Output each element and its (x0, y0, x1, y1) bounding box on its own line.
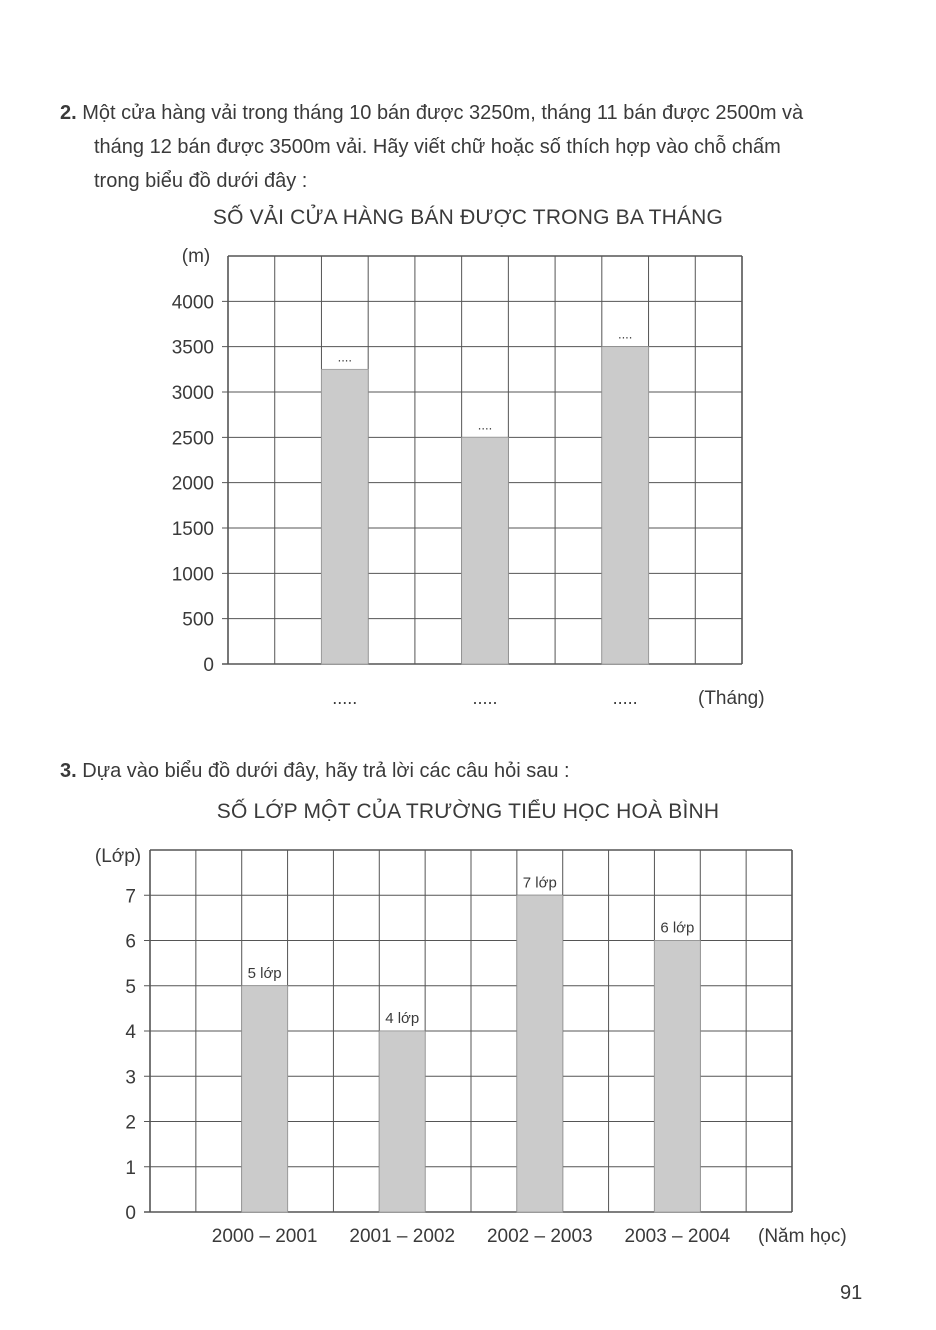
y-tick-label: 6 (125, 931, 136, 953)
bar-data-label: .... (477, 417, 493, 433)
y-tick-label: 3000 (171, 383, 214, 404)
page-number: 91 (840, 1282, 863, 1304)
bar-data-label: 5 lớp (247, 964, 282, 982)
y-tick-label: 2 (125, 1112, 136, 1134)
y-tick-label: 0 (203, 655, 214, 676)
bar (517, 895, 563, 1212)
bar (602, 347, 649, 664)
exercise-2-line-3: trong biểu đồ dưới đây : (94, 170, 308, 192)
exercise-3-number: 3. (60, 760, 77, 782)
exercise-2-line-2: tháng 12 bán được 3500m vải. Hãy viết chữ hoặc số thích hợp vào chỗ chấm (94, 136, 781, 158)
exercise-2-number: 2. (60, 102, 77, 124)
x-category-label: 2003 – 2004 (624, 1226, 731, 1247)
x-category-label: 2002 – 2003 (486, 1226, 593, 1247)
y-tick-label: 5 (125, 976, 136, 998)
y-tick-label: 1000 (171, 564, 214, 586)
y-tick-label: 4 (125, 1022, 136, 1043)
exercise-2-line-1: Một cửa hàng vải trong tháng 10 bán được 3250m, tháng 11 bán được 2500m và (82, 102, 804, 124)
bar (321, 369, 368, 664)
chart-2-title: SỐ LỚP MỘT CỦA TRƯỜNG TIỂU HỌC HOÀ BÌNH (216, 800, 720, 823)
x-category-label: 2000 – 2001 (211, 1226, 318, 1247)
x-category-label: ..... (612, 688, 638, 708)
chart-1-title: SỐ VẢI CỬA HÀNG BÁN ĐƯỢC TRONG BA THÁNG (212, 206, 724, 229)
x-axis-label: (Năm học) (758, 1226, 847, 1247)
bar-data-label: 6 lớp (660, 919, 695, 937)
x-category-label: ..... (332, 688, 358, 708)
exercise-3-line: Dựa vào biểu đồ dưới đây, hãy trả lời các câu hỏi sau : (82, 760, 570, 782)
y-tick-label: 4000 (171, 292, 214, 314)
y-tick-label: 3 (125, 1067, 136, 1089)
bar (379, 1031, 425, 1212)
bar-data-label: 7 lớp (522, 874, 557, 892)
bar-data-label: .... (617, 326, 633, 342)
x-axis-label: (Tháng) (698, 688, 765, 709)
y-axis-label: (m) (181, 246, 211, 267)
bar-data-label: .... (337, 349, 353, 365)
y-tick-label: 2500 (171, 428, 214, 450)
bar (654, 941, 700, 1213)
first-grade-classes-chart (0, 740, 936, 1280)
y-tick-label: 7 (125, 886, 136, 908)
y-tick-label: 1 (125, 1157, 136, 1179)
x-category-label: ..... (472, 688, 498, 708)
bar (242, 986, 288, 1212)
y-tick-label: 0 (125, 1203, 136, 1224)
y-tick-label: 2000 (171, 473, 214, 495)
y-tick-label: 3500 (171, 337, 214, 359)
x-category-label: 2001 – 2002 (349, 1226, 456, 1247)
bar-data-label: 4 lớp (385, 1010, 420, 1027)
y-tick-label: 1500 (171, 519, 214, 540)
y-axis-label: (Lớp) (94, 846, 142, 867)
y-tick-label: 500 (182, 609, 214, 631)
bar (462, 437, 509, 664)
